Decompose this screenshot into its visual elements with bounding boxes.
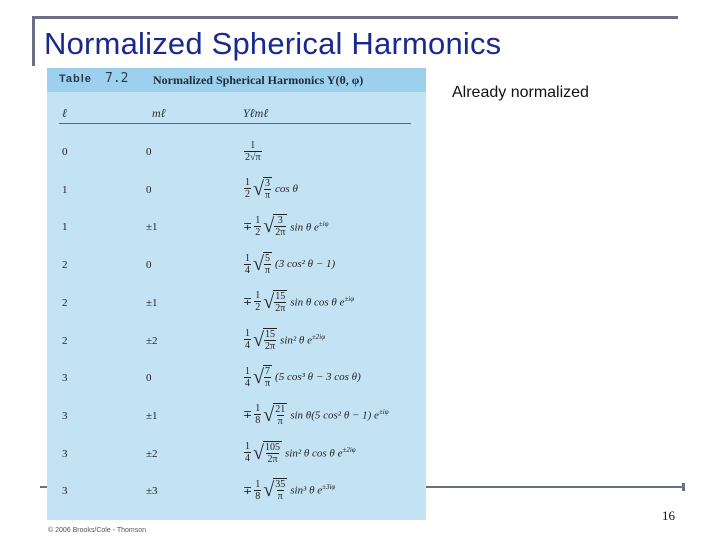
frame-left-line bbox=[32, 16, 35, 66]
coefficient-numerator: 1 bbox=[255, 478, 261, 490]
phase-exponent: ±iφ bbox=[318, 219, 329, 228]
coefficient-numerator: 1 bbox=[245, 441, 250, 453]
cell-ml: ±1 bbox=[146, 409, 158, 422]
radicand-numerator: 3 bbox=[265, 177, 271, 189]
cell-y-sign: ∓ bbox=[243, 484, 253, 497]
copyright-text: © 2006 Brooks/Cole - Thomson bbox=[48, 527, 147, 534]
frame-bottom-cap bbox=[682, 483, 685, 491]
table-row bbox=[47, 285, 426, 319]
radicand-numerator: 3 bbox=[277, 215, 283, 227]
radicand-numerator: 15 bbox=[265, 328, 276, 340]
phase-exponent: ±2iφ bbox=[342, 445, 356, 454]
radical-sign: √ bbox=[253, 253, 264, 276]
radicand-numerator: 15 bbox=[275, 290, 286, 302]
radicand bbox=[273, 478, 287, 502]
cell-y bbox=[243, 172, 298, 206]
cell-l: 3 bbox=[62, 409, 68, 422]
radicand-numerator: 35 bbox=[275, 479, 286, 491]
radicand-denominator: 2π bbox=[275, 227, 286, 239]
coefficient-fraction bbox=[254, 290, 261, 313]
cell-y bbox=[243, 247, 335, 281]
radical-sign: √ bbox=[263, 215, 275, 238]
cell-ml: 0 bbox=[146, 146, 152, 158]
radicand-fraction bbox=[264, 253, 271, 276]
table-row bbox=[47, 172, 426, 206]
cell-l: 0 bbox=[62, 146, 68, 158]
column-header-y: Yℓmℓ bbox=[243, 106, 269, 120]
spherical-harmonics-table bbox=[47, 68, 426, 520]
radicand-fraction bbox=[264, 178, 271, 201]
angular-factor-text: sin² θ e bbox=[280, 334, 312, 347]
square-root bbox=[263, 403, 287, 427]
cell-y bbox=[243, 360, 361, 394]
square-root bbox=[253, 441, 282, 465]
coefficient-fraction bbox=[244, 140, 262, 163]
coefficient-numerator: 1 bbox=[255, 403, 261, 415]
radical-sign: √ bbox=[253, 366, 264, 389]
cell-l: 2 bbox=[62, 334, 68, 347]
phase-exponent: ±iφ bbox=[378, 408, 389, 417]
radicand-denominator: π bbox=[264, 378, 271, 390]
angular-factor-text: sin² θ cos θ e bbox=[284, 447, 343, 460]
header-rule bbox=[59, 123, 411, 124]
radical-sign: √ bbox=[253, 177, 264, 200]
table-row bbox=[47, 473, 426, 507]
table-row bbox=[47, 398, 426, 432]
coefficient-fraction bbox=[254, 479, 261, 502]
cell-y bbox=[243, 134, 263, 168]
cell-ml: ±2 bbox=[146, 447, 158, 460]
angular-factor bbox=[285, 446, 356, 460]
radicand-fraction bbox=[264, 366, 271, 389]
radicand bbox=[273, 403, 287, 427]
radicand-fraction bbox=[274, 215, 286, 238]
cell-y-sign: ∓ bbox=[243, 296, 253, 309]
coefficient-fraction bbox=[244, 328, 251, 351]
coefficient-denominator: 8 bbox=[255, 490, 261, 502]
column-header-ml: mℓ bbox=[152, 106, 166, 120]
column-header-l: ℓ bbox=[62, 106, 67, 120]
angular-factor bbox=[290, 483, 335, 497]
cell-y bbox=[243, 398, 389, 432]
radicand bbox=[263, 328, 277, 352]
angular-factor bbox=[290, 220, 328, 234]
table-row bbox=[47, 360, 426, 394]
radicand bbox=[263, 252, 272, 276]
coefficient-fraction bbox=[244, 253, 251, 276]
square-root bbox=[263, 290, 287, 314]
angular-factor bbox=[290, 408, 388, 422]
radicand bbox=[273, 290, 287, 314]
radicand-fraction bbox=[264, 442, 281, 465]
radicand-denominator: 2π bbox=[275, 302, 286, 314]
square-root bbox=[253, 252, 272, 276]
phase-exponent: ±iφ bbox=[344, 294, 355, 303]
side-note: Already normalized bbox=[452, 84, 589, 101]
coefficient-denominator: 2 bbox=[245, 189, 250, 201]
radicand-fraction bbox=[264, 329, 276, 352]
coefficient-denominator: 4 bbox=[245, 264, 250, 276]
radicand-denominator: π bbox=[277, 491, 283, 503]
angular-factor-text: sin θ e bbox=[290, 221, 319, 234]
cell-l: 1 bbox=[62, 183, 68, 196]
cell-y bbox=[243, 436, 356, 470]
radical-sign: √ bbox=[253, 441, 264, 464]
frame-top-line bbox=[32, 16, 678, 19]
coefficient-numerator: 1 bbox=[245, 177, 250, 189]
coefficient-fraction bbox=[244, 441, 251, 464]
table-row bbox=[47, 134, 426, 168]
radicand-denominator: 2π bbox=[264, 340, 276, 352]
coefficient-fraction bbox=[254, 215, 261, 238]
coefficient-numerator: 1 bbox=[255, 290, 261, 302]
table-row bbox=[47, 247, 426, 281]
phase-exponent: ±3iφ bbox=[322, 483, 336, 492]
coefficient-fraction bbox=[244, 177, 251, 200]
coefficient-denominator: 2√π bbox=[245, 151, 261, 163]
coefficient-numerator: 1 bbox=[255, 214, 261, 226]
cell-y-sign: ∓ bbox=[243, 220, 253, 233]
coefficient-fraction bbox=[254, 403, 261, 426]
cell-ml: 0 bbox=[146, 372, 152, 385]
cell-y bbox=[243, 323, 325, 357]
square-root bbox=[253, 365, 272, 389]
coefficient-denominator: 2 bbox=[255, 302, 261, 314]
angular-factor bbox=[275, 183, 298, 195]
angular-factor bbox=[275, 258, 335, 270]
square-root bbox=[263, 478, 287, 502]
cell-ml: ±1 bbox=[146, 221, 158, 234]
coefficient-numerator: 1 bbox=[245, 328, 250, 339]
coefficient-denominator: 4 bbox=[245, 340, 250, 351]
radicand-fraction bbox=[274, 404, 286, 427]
cell-y bbox=[243, 285, 354, 319]
cell-l: 3 bbox=[62, 485, 68, 498]
table-header-bar bbox=[47, 68, 426, 92]
radical-sign: √ bbox=[263, 403, 275, 426]
table-row bbox=[47, 323, 426, 357]
cell-ml: ±3 bbox=[146, 485, 158, 498]
cell-ml: 0 bbox=[146, 183, 152, 196]
coefficient-numerator: 1 bbox=[245, 252, 250, 264]
radicand bbox=[263, 177, 272, 201]
cell-y-sign: ∓ bbox=[243, 409, 253, 422]
table-number: 7.2 bbox=[105, 71, 129, 86]
angular-factor-text: sin θ(5 cos² θ − 1) e bbox=[290, 409, 379, 422]
cell-y bbox=[243, 209, 329, 243]
coefficient-numerator: 1 bbox=[250, 139, 256, 151]
coefficient-fraction bbox=[244, 366, 251, 389]
angular-factor-text: sin³ θ e bbox=[290, 485, 323, 498]
cell-l: 2 bbox=[62, 296, 68, 309]
phase-exponent: ±2iφ bbox=[311, 332, 326, 341]
table-row bbox=[47, 209, 426, 243]
table-tag: Table bbox=[59, 73, 92, 85]
radicand-fraction bbox=[274, 291, 286, 314]
radicand-denominator: π bbox=[277, 415, 283, 427]
cell-l: 3 bbox=[62, 372, 68, 385]
radicand-denominator: π bbox=[264, 189, 271, 201]
angular-factor-text: sin θ cos θ e bbox=[290, 296, 345, 309]
radicand bbox=[263, 441, 282, 465]
angular-factor bbox=[290, 295, 354, 309]
coefficient-denominator: 4 bbox=[245, 377, 250, 389]
radicand-denominator: 2π bbox=[267, 453, 278, 465]
page-number: 16 bbox=[662, 508, 675, 523]
radicand bbox=[263, 365, 272, 389]
cell-ml: ±1 bbox=[146, 296, 158, 309]
slide-title: Normalized Spherical Harmonics bbox=[44, 26, 502, 61]
radicand-numerator: 7 bbox=[265, 366, 271, 378]
angular-factor bbox=[280, 333, 325, 347]
angular-factor bbox=[275, 371, 361, 383]
coefficient-denominator: 2 bbox=[255, 226, 261, 238]
cell-ml: ±2 bbox=[146, 334, 158, 347]
square-root bbox=[253, 328, 277, 352]
radical-sign: √ bbox=[263, 290, 275, 313]
cell-y bbox=[243, 473, 335, 507]
radicand-numerator: 21 bbox=[275, 403, 286, 415]
square-root bbox=[263, 214, 287, 238]
angular-factor-text: cos θ bbox=[275, 182, 298, 195]
coefficient-denominator: 4 bbox=[245, 453, 250, 465]
cell-l: 1 bbox=[62, 221, 68, 234]
coefficient-numerator: 1 bbox=[245, 365, 250, 377]
radicand-numerator: 5 bbox=[265, 253, 271, 265]
radical-sign: √ bbox=[263, 479, 275, 502]
radicand-numerator: 105 bbox=[264, 441, 280, 453]
cell-l: 3 bbox=[62, 447, 68, 460]
angular-factor-text: (3 cos² θ − 1) bbox=[275, 258, 336, 271]
cell-ml: 0 bbox=[146, 259, 152, 272]
radicand-fraction bbox=[274, 479, 286, 502]
square-root bbox=[253, 177, 272, 201]
table-title: Normalized Spherical Harmonics Y(θ, φ) bbox=[153, 73, 364, 87]
table-row bbox=[47, 436, 426, 470]
radical-sign: √ bbox=[253, 328, 264, 351]
radicand-denominator: π bbox=[264, 265, 271, 277]
coefficient-denominator: 8 bbox=[255, 415, 261, 427]
radicand bbox=[273, 214, 287, 238]
angular-factor-text: (5 cos³ θ − 3 cos θ) bbox=[275, 371, 361, 384]
cell-l: 2 bbox=[62, 259, 68, 272]
